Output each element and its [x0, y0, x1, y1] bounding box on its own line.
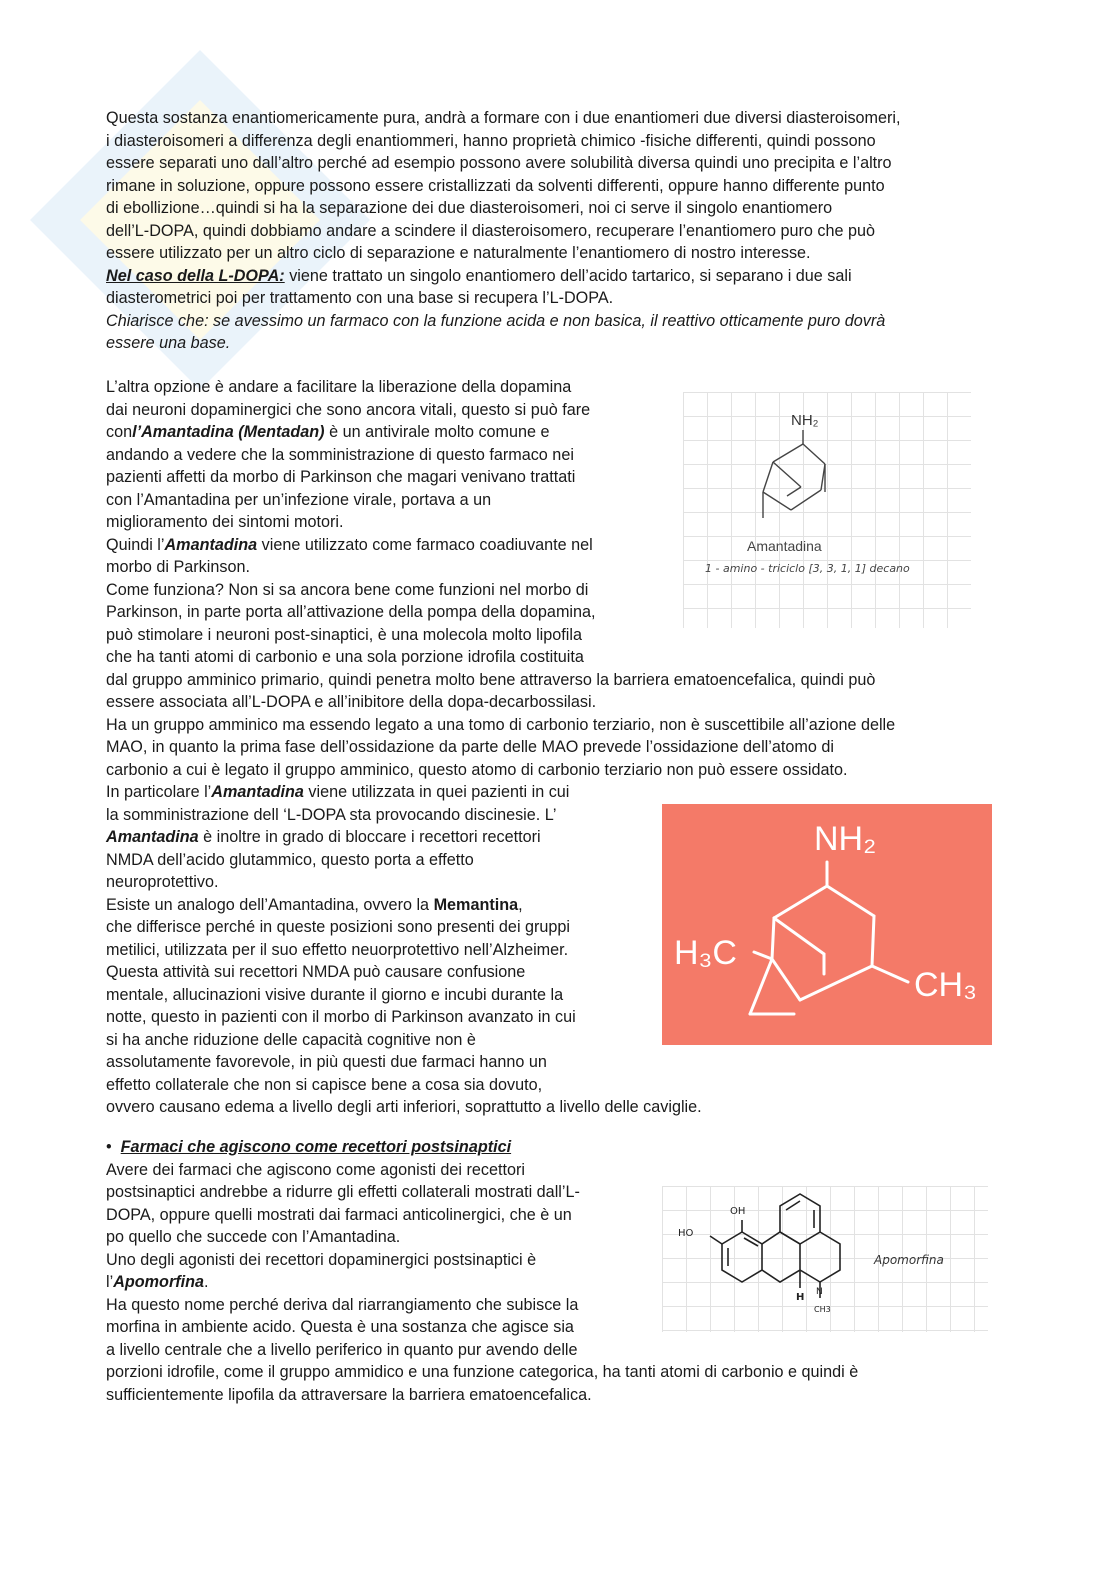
body-text-line: porzioni idrofile, come il gruppo ammidico e una funzione categorica, ha tanti atomi di carbonio e quindi è	[106, 1363, 859, 1381]
amantadina-term: l’Amantadina (Mentadan)	[132, 423, 325, 441]
body-text-line: diasterometrici poi per trattamento con una base si recupera l’L-DOPA.	[106, 289, 614, 307]
amantadina-structure-figure	[683, 392, 971, 628]
body-text-line: essere separati uno dall’altro perché ad esempio possono avere solubilità diversa quindi uno precipita e l’altro	[106, 154, 892, 172]
body-text-line: che ha tanti atomi di carbonio e una sola porzione idrofila costituita	[106, 648, 584, 666]
right-methyl-label: CH₃	[914, 966, 977, 1004]
body-text-line: morfina in ambiente acido. Questa è una sostanza che agisce sia	[106, 1318, 574, 1336]
body-text-line: Ha questo nome perché deriva dal riarrangiamento che subisce la	[106, 1295, 579, 1314]
ho-label: HO	[678, 1228, 694, 1239]
body-text-line: Questa attività sui recettori NMDA può causare confusione	[106, 963, 526, 981]
body-text-line: essere associata all’L-DOPA e all’inibitore della dopa-decarbossilasi.	[106, 693, 597, 711]
body-text-line: dell’L-DOPA, quindi dobbiamo andare a scindere il diasteroisomero, recuperare l’enantiomero puro che può	[106, 221, 876, 240]
amantadina-structure	[683, 392, 971, 628]
body-text-line: Questa sostanza enantiomericamente pura, andrà a formare con i due enantiomeri due diversi diasteroisomeri,	[106, 109, 901, 127]
body-text-line: dal gruppo amminico primario, quindi penetra molto bene attraverso la barriera ematoencefalica, quindi può	[106, 670, 876, 689]
body-text-line: notte, questo in pazienti con il morbo di Parkinson avanzato in cui	[106, 1008, 576, 1026]
body-text-line: i diasteroisomeri a differenza degli enantiommeri, hanno proprietà chimico -fisiche differenti, quindi possono	[106, 131, 876, 150]
body-text-line: di ebollizione…quindi si ha la separazione dei due diasteroisomeri, noi ci serve il singolo enantiomero	[106, 199, 833, 217]
body-text-line: Ha un gruppo amminico ma essendo legato a una tomo di carbonio terziario, non è suscettibile all’azione delle	[106, 715, 896, 734]
body-text-line: con l’Amantadina per un’infezione virale, portava a un	[106, 490, 492, 509]
body-text-line: neuroprotettivo.	[106, 873, 219, 891]
body-text-line: NMDA dell’acido glutammico, questo porta a effetto	[106, 850, 474, 869]
body-text-line: sufficientemente lipofila da attraversare la barriera ematoencefalica.	[106, 1385, 592, 1404]
amantadina-term: Amantadina	[106, 828, 199, 846]
memantina-structure	[662, 804, 992, 1045]
left-methyl-label: H₃C	[674, 934, 737, 972]
amantadina-iupac: 1 - amino - triciclo [3, 3, 1, 1] decano	[705, 562, 910, 575]
clarification-line: Chiarisce che: se avessimo un farmaco con la funzione acida e non basica, il reattivo otticamente puro dovrà	[106, 311, 886, 330]
n-label: N	[816, 1287, 823, 1297]
amine-label: NH₂	[814, 820, 877, 858]
ch3-label: CH3	[814, 1305, 831, 1314]
body-text-line: che differisce perché in queste posizioni sono presenti dei gruppi	[106, 918, 571, 936]
body-text-line: rimane in soluzione, oppure possono essere cristallizzati da solventi differenti, oppure hanno differente punto	[106, 176, 885, 195]
amine-label: NH₂	[791, 412, 819, 429]
body-text-line: si ha anche riduzione delle capacità cognitive non è	[106, 1030, 476, 1049]
body-text-line: DOPA, oppure quelli mostrati dai farmaci anticolinergici, che è un	[106, 1205, 572, 1224]
body-text-line: Uno degli agonisti dei recettori dopaminergici postsinaptici è	[106, 1250, 537, 1269]
body-text-line: morbo di Parkinson.	[106, 558, 250, 576]
body-text-line: assolutamente favorevole, in più questi due farmaci hanno un	[106, 1053, 547, 1071]
body-text-line: Amantadina è inoltre in grado di bloccare i recettori recettori	[106, 828, 541, 846]
body-text-line: In particolare l’Amantadina viene utilizzata in quei pazienti in cui	[106, 783, 570, 801]
body-text-line: Come funziona? Non si sa ancora bene come funzioni nel morbo di	[106, 580, 589, 599]
h-label: H	[796, 1292, 805, 1303]
apomorfina-structure-figure	[662, 1186, 988, 1332]
apomorfina-term: Apomorfina	[113, 1273, 205, 1291]
body-text-line: ovvero causano edema a livello degli arti inferiori, soprattutto a livello delle caviglie.	[106, 1098, 702, 1116]
apomorfina-name: Apomorfina	[874, 1253, 944, 1267]
body-text-line: conl’Amantadina (Mentadan) è un antivirale molto comune e	[106, 423, 550, 441]
body-text-line: pazienti affetti da morbo di Parkinson che magari venivano trattati	[106, 468, 576, 486]
body-text-line: Parkinson, in parte porta all’attivazione della pompa della dopamina,	[106, 603, 596, 621]
amantadina-term: Amantadina	[164, 535, 258, 554]
amantadina-name: Amantadina	[747, 538, 822, 554]
memantina-term: Memantina	[433, 895, 519, 914]
body-text-line: effetto collaterale che non si capisce bene a cosa sia dovuto,	[106, 1075, 543, 1094]
body-text-line: postsinaptici andrebbe a ridurre gli effetti collaterali mostrati dall’L-	[106, 1183, 580, 1201]
bullet: •	[106, 1138, 112, 1156]
body-text-line: Avere dei farmaci che agiscono come agonisti dei recettori	[106, 1160, 525, 1179]
body-text-line: Esiste un analogo dell’Amantadina, ovvero la Memantina,	[106, 895, 523, 914]
section-heading-line	[106, 1136, 511, 1158]
body-text-line: dai neuroni dopaminergici che sono ancora vitali, questo si può fare	[106, 400, 591, 419]
ldopa-case-heading: Nel caso della L-DOPA:	[106, 266, 285, 285]
body-text-line: può stimolare i neuroni post-sinaptici, è una molecola molto lipofila	[106, 625, 582, 644]
clarification-line: essere una base.	[106, 334, 231, 352]
section-heading: Farmaci che agiscono come recettori postsinaptici	[120, 1138, 512, 1156]
body-text-line: carbonio a cui è legato il gruppo amminico, questo atomo di carbonio terziario non può essere ossidato.	[106, 760, 848, 779]
body-text-line: MAO, in quanto la prima fase dell’ossidazione da parte delle MAO prevede l’ossidazione dell’atomo di	[106, 738, 834, 756]
amantadina-term: Amantadina	[211, 783, 304, 801]
body-text-line: la somministrazione dell ‘L-DOPA sta provocando discinesie. L’	[106, 805, 557, 824]
body-text-line: a livello centrale che a livello periferico in quanto pur avendo delle	[106, 1340, 578, 1359]
body-text-line: l’Apomorfina.	[106, 1273, 209, 1291]
ldopa-case-line: Nel caso della L-DOPA: viene trattato un singolo enantiomero dell’acido tartarico, si separano i due sali	[106, 266, 852, 285]
memantina-structure-figure	[662, 804, 992, 1045]
apomorfina-structure	[662, 1186, 988, 1332]
body-text-line: Quindi l’Amantadina viene utilizzato come farmaco coadiuvante nel	[106, 535, 593, 554]
body-text-line: L’altra opzione è andare a facilitare la liberazione della dopamina	[106, 378, 572, 396]
body-text-line: po quello che succede con l’Amantadina.	[106, 1228, 401, 1246]
body-text-line: metilici, utilizzata per il suo effetto neuorprotettivo nell’Alzheimer.	[106, 940, 569, 959]
body-text-line: essere utilizzato per un altro ciclo di separazione e naturalmente l’enantiomero di nostro interesse.	[106, 244, 811, 262]
body-text-line: mentale, allucinazioni visive durante il giorno e incubi durante la	[106, 985, 564, 1004]
oh-label: OH	[730, 1206, 746, 1217]
body-text-line: andando a vedere che la somministrazione di questo farmaco nei	[106, 445, 574, 464]
body-text-line: miglioramento dei sintomi motori.	[106, 513, 344, 531]
